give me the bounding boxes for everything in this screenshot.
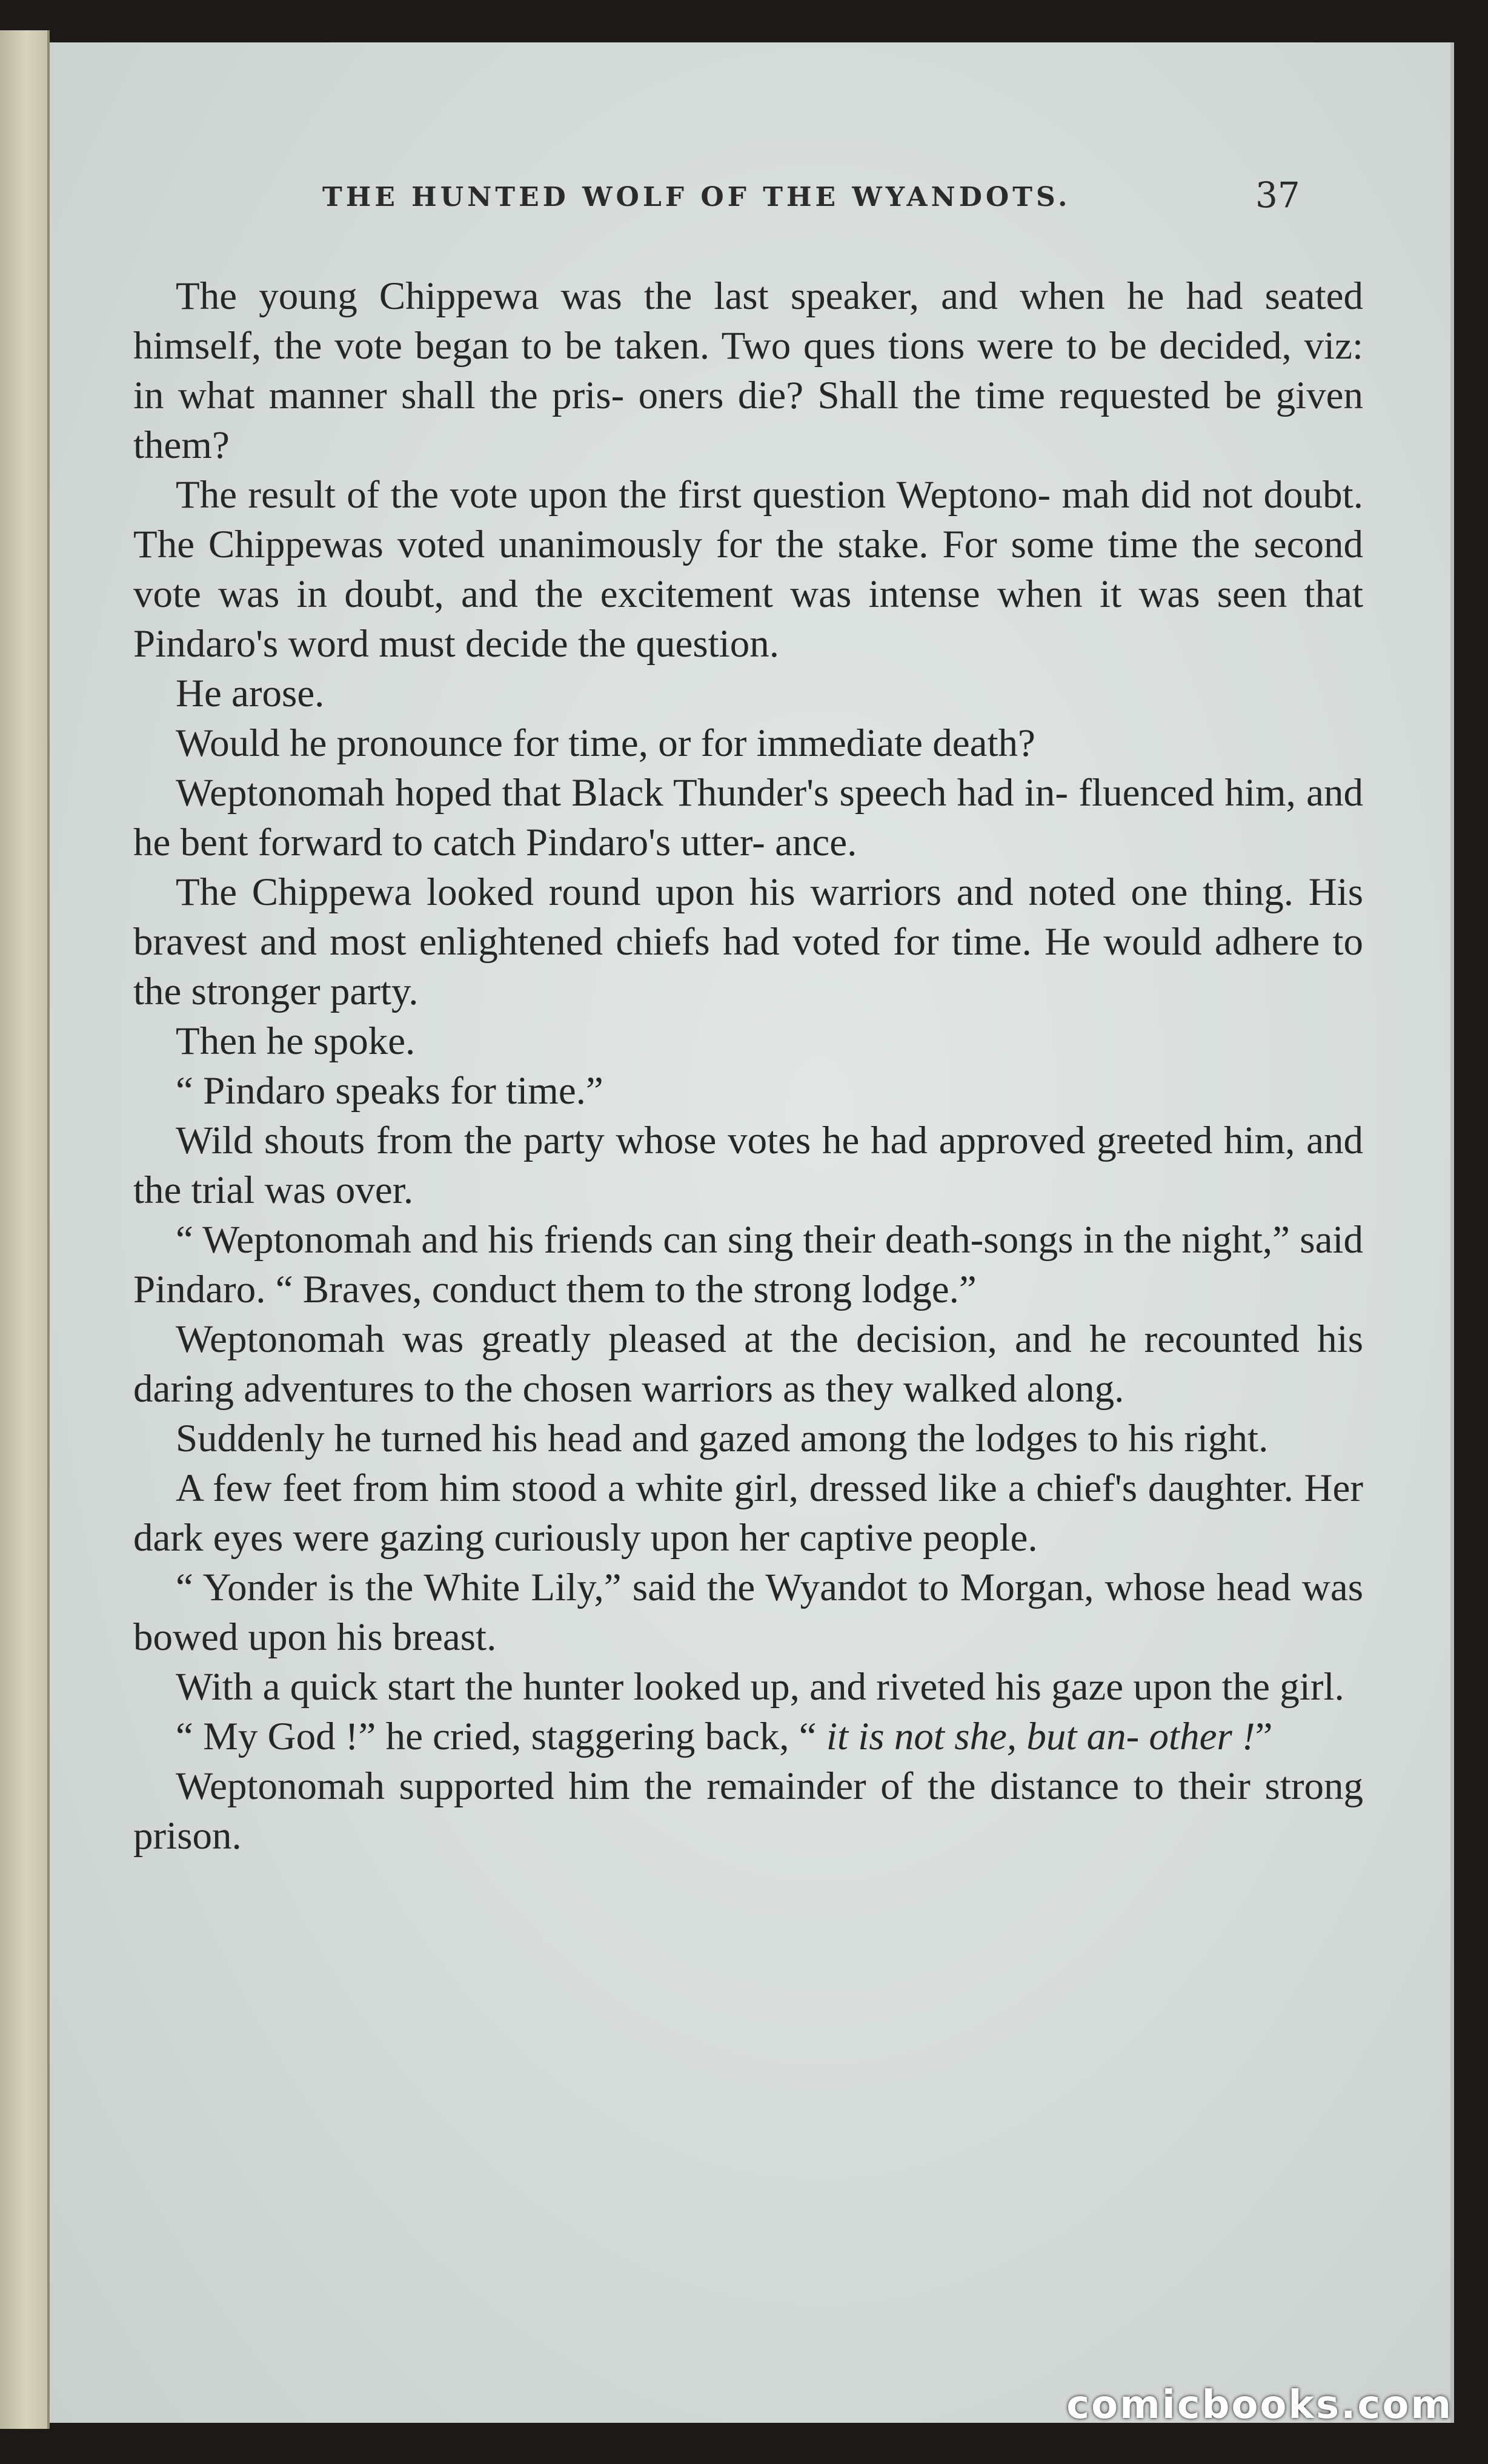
paragraph: The young Chippewa was the last speaker, and when he had seated himself, the vote began to be taken. Two ques tions were to be decided, viz: in what manner shall the pris- oners die? Shall the time requested be given them? — [133, 274, 1363, 467]
paragraph: Weptonomah was greatly pleased at the decision, and he recounted his daring adventures to the chosen warriors as they walked along. — [133, 1317, 1363, 1411]
paragraph: He arose. — [176, 672, 325, 715]
paragraph: Weptonomah hoped that Black Thunder's speech had in- fluenced him, and he bent forward to catch Pindaro's utter- ance. — [133, 771, 1363, 864]
left-page-edge — [0, 30, 50, 2429]
paragraph: “ Pindaro speaks for time.” — [176, 1069, 603, 1113]
page-number: 37 — [1255, 174, 1300, 216]
exclamation-paragraph — [133, 1712, 1363, 1761]
book-page — [50, 42, 1454, 2423]
paragraph: Suddenly he turned his head and gazed among the lodges to his right. — [176, 1417, 1269, 1460]
paragraph: A few feet from him stood a white girl, dressed like a chief's daughter. Her dark eyes were gazing curiously upon her captive people. — [133, 1466, 1363, 1560]
paragraph: Would he pronounce for time, or for immediate death? — [176, 721, 1035, 765]
exclamation-italic: it is not she, but an- other ! — [826, 1715, 1255, 1758]
exclamation-lead: “ My God !” he cried, staggering back, “ — [176, 1715, 826, 1758]
exclamation-close: ” — [1255, 1715, 1273, 1758]
paragraph: “ Weptonomah and his friends can sing their death-songs in the night,” said Pindaro. “ Braves, conduct them to the strong lodge.” — [133, 1218, 1363, 1311]
paragraph: With a quick start the hunter looked up, and riveted his gaze upon the girl. — [176, 1665, 1344, 1709]
paragraph: The result of the vote upon the first question Weptono- mah did not doubt. The Chippewas voted unanimously for the stake. For some time the second vote was in doubt, and the excitement was intense when it was seen that Pindaro's word must decide the question. — [133, 473, 1363, 666]
paragraph: Then he spoke. — [176, 1019, 416, 1063]
paragraph: The Chippewa looked round upon his warriors and noted one thing. His bravest and most enlightened chiefs had voted for time. He would adhere to the stronger party. — [133, 870, 1363, 1013]
closing-paragraph: Weptonomah supported him the remainder of the distance to their strong prison. — [133, 1764, 1363, 1858]
paragraph: Wild shouts from the party whose votes he had approved greeted him, and the trial was over. — [133, 1119, 1363, 1212]
body-text — [133, 271, 1363, 1861]
paragraph: “ Yonder is the White Lily,” said the Wyandot to Morgan, whose head was bowed upon his breast. — [133, 1566, 1363, 1659]
running-head — [50, 139, 1450, 216]
watermark: comicbooks.com — [1066, 2383, 1453, 2428]
running-title: THE HUNTED WOLF OF THE WYANDOTS. — [322, 182, 1071, 213]
